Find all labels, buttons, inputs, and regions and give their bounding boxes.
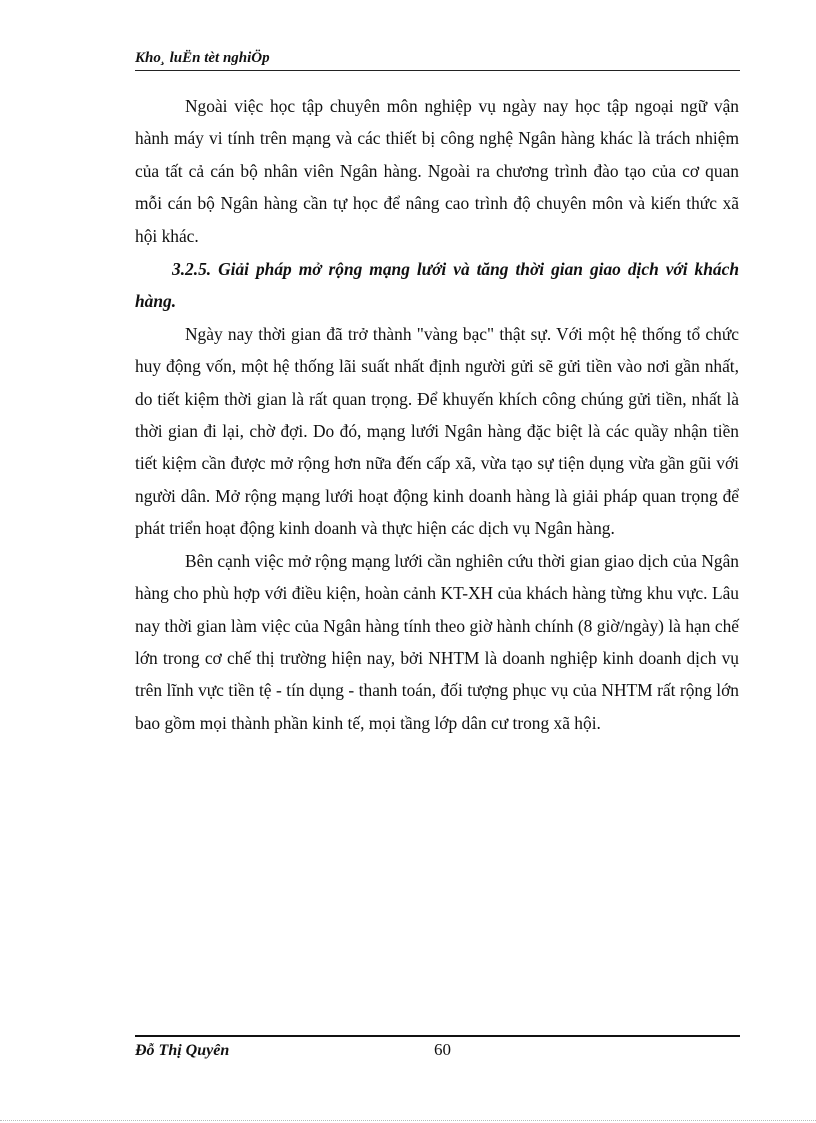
footer-author: Đỗ Thị Quyên [135,1042,230,1059]
page-number: 60 [434,1040,451,1059]
footer-rule [135,1035,740,1037]
body-text [135,90,739,739]
section-heading: 3.2.5. Giải pháp mở rộng mạng lưới và tăng thời gian giao dịch với khách hàng. [135,259,739,312]
page-edge [0,1120,816,1121]
page-header [135,50,740,71]
paragraph-network: Ngày nay thời gian đã trở thành "vàng bạc" thật sự. Với một hệ thống tổ chức huy động vốn, một hệ thống lãi suất nhất định người gửi sẽ gửi tiền vào nơi gần nhất, do tiết kiệm thời gian là rất quan trọng. Để khuyến khích công chúng gửi tiền, nhất là thời gian đi lại, chờ đợi. Do đó, mạng lưới Ngân hàng đặc biệt là các quầy nhận tiền tiết kiệm cần được mở rộng hơn nữa đến cấp xã, vừa tạo sự tiện dụng vừa gần gũi với người dân. Mở rộng mạng lưới hoạt động kinh doanh hàng là giải pháp quan trọng để phát triển hoạt động kinh doanh và thực hiện các dịch vụ Ngân hàng. [135,323,739,539]
paragraph-hours: Bên cạnh việc mở rộng mạng lưới cần nghiên cứu thời gian giao dịch của Ngân hàng cho phù hợp với điều kiện, hoàn cảnh KT-XH của khách hàng từng khu vực. Lâu nay thời gian làm việc của Ngân hàng tính theo giờ hành chính (8 giờ/ngày) là hạn chế lớn trong cơ chế thị trường hiện nay, bởi NHTM là doanh nghiệp kinh doanh dịch vụ trên lĩnh vực tiền tệ - tín dụng - thanh toán, đối tượng phục vụ của NHTM rất rộng lớn bao gồm mọi thành phần kinh tế, mọi tầng lớp dân cư trong xã hội. [135,550,739,733]
paragraph-training: Ngoài việc học tập chuyên môn nghiệp vụ ngày nay học tập ngoại ngữ vận hành máy vi tính trên mạng và các thiết bị công nghệ Ngân hàng khác là trách nhiệm của tất cả cán bộ nhân viên Ngân hàng. Ngoài ra chương trình đào tạo của cơ quan mỗi cán bộ Ngân hàng cần tự học để nâng cao trình độ chuyên môn và kiến thức xã hội khác. [135,96,739,246]
header-title: Kho¸ luËn tèt nghiÖp [135,50,270,66]
